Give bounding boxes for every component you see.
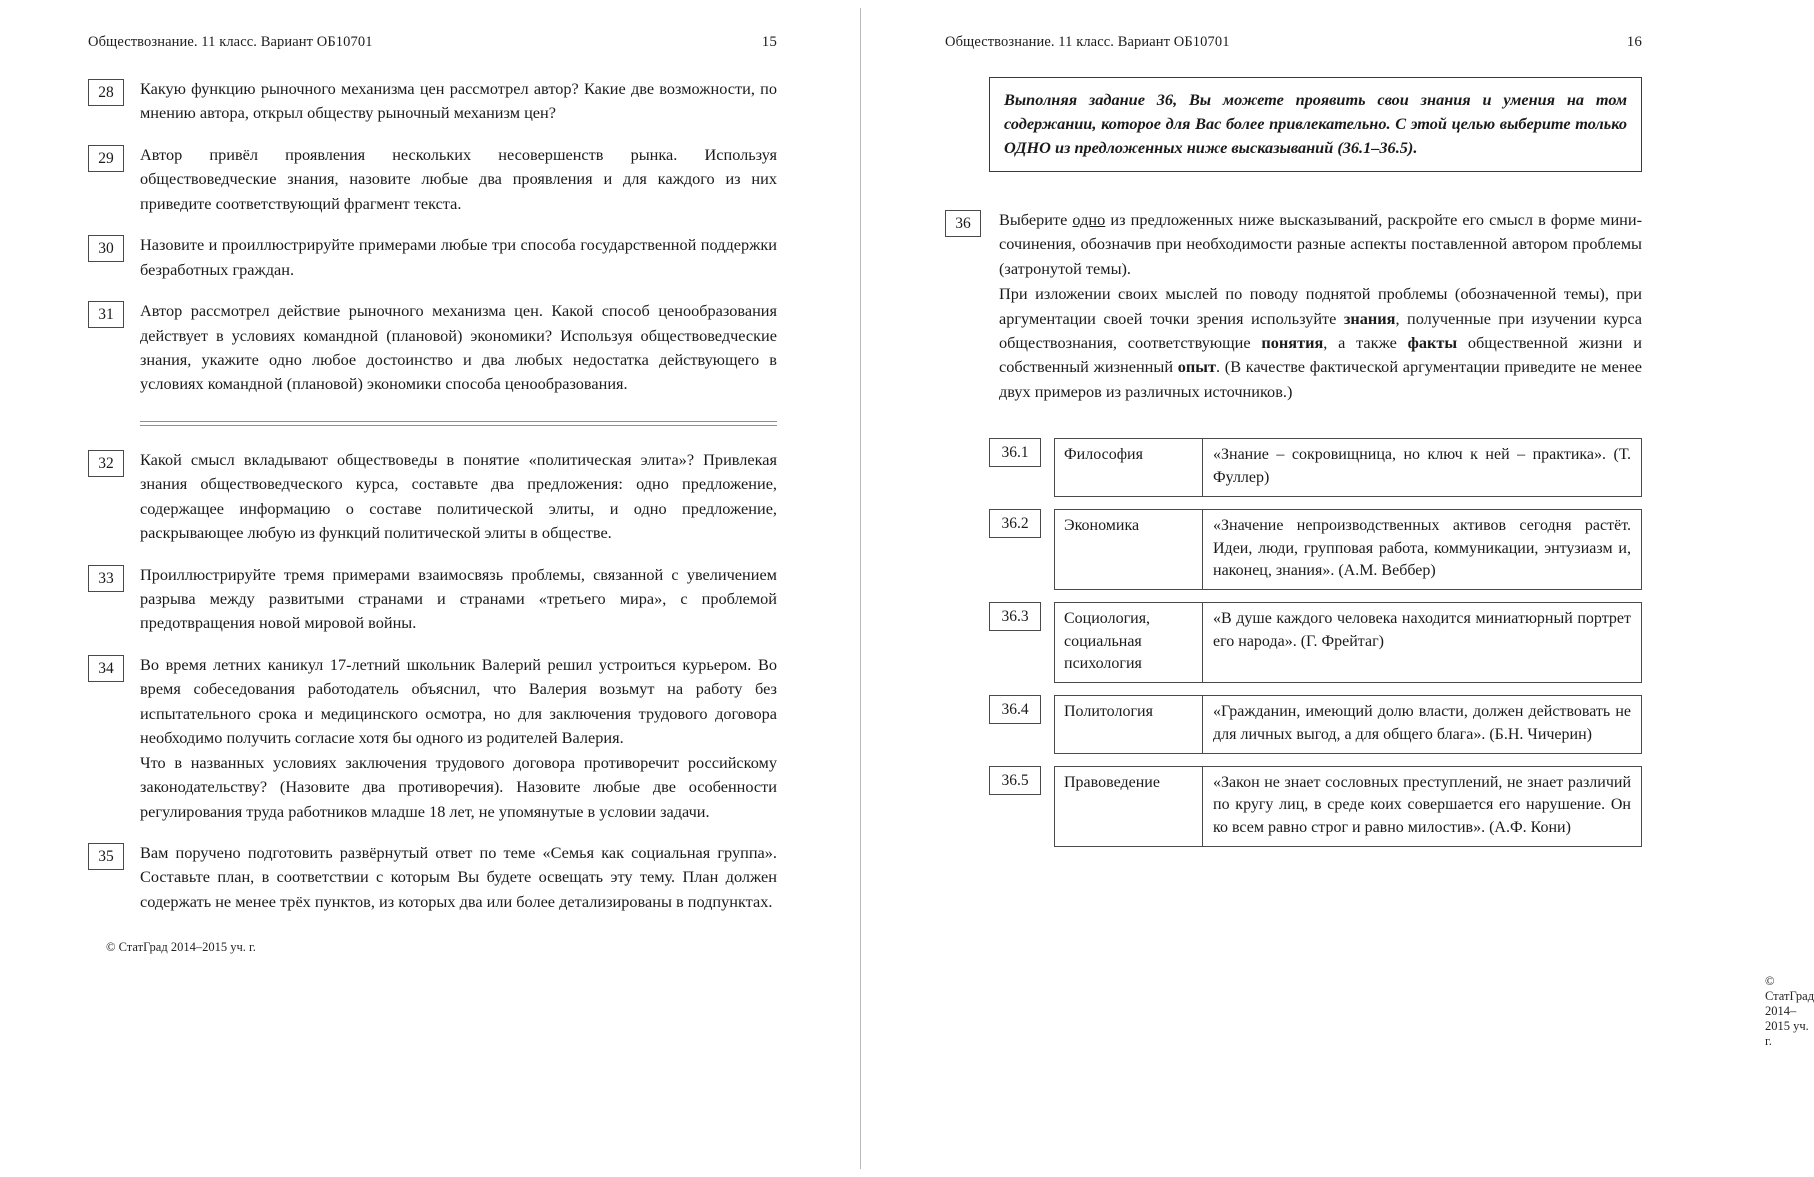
task-paragraph: Назовите и проиллюстрируйте примерами любые три способа государственной поддержки безработных граждан.	[140, 235, 777, 279]
quote-options-table	[989, 438, 1642, 846]
task-paragraph: Автор привёл проявления нескольких несовершенств рынка. Используя обществоведческие знания, назовите любые два проявления и для каждого из них приведите соответствующий фрагмент текста.	[140, 144, 777, 213]
page-number-right: 16	[1626, 34, 1642, 50]
quote-number-36-1: 36.1	[989, 438, 1041, 467]
task-text-36	[999, 208, 1642, 405]
task-text-34	[140, 653, 777, 824]
quote-field-36-3: Социология, социальная психология	[1054, 602, 1202, 683]
task-number-34: 34	[88, 655, 124, 682]
task-number-36: 36	[945, 210, 981, 237]
page-number-left: 15	[761, 34, 777, 50]
page-left	[0, 0, 861, 1177]
quote-number-36-4: 36.4	[989, 695, 1041, 724]
t36-p1-underlined: одно	[1072, 209, 1106, 229]
task-paragraph: Вам поручено подготовить развёрнутый ответ по теме «Семья как социальная группа». Составьте план, в соответствии с которым Вы будете освещать эту тему. План должен содержать не менее трёх пунктов, из которых два или более детализированы в подпунктах.	[140, 842, 777, 911]
t36-p2-bold2: понятия	[1261, 333, 1324, 353]
quote-row-36-5	[989, 766, 1642, 847]
t36-p2-part3: , а также	[1323, 333, 1408, 353]
quote-field-36-1: Философия	[1054, 438, 1202, 496]
task-31	[88, 299, 777, 397]
quote-number-36-5: 36.5	[989, 766, 1041, 795]
quote-number-36-3: 36.3	[989, 602, 1041, 631]
task-29	[88, 143, 777, 216]
section-divider	[140, 421, 777, 426]
task-36	[945, 208, 1642, 405]
task-34	[88, 653, 777, 824]
task-paragraph: Какой смысл вкладывают обществоведы в понятие «политическая элита»? Привлекая знания обществоведческого курса, составьте два предложения: одно предложение, содержащее информацию о составе политической элиты, и одно предложение, раскрывающее любую из функций политической элиты в обществе.	[140, 449, 777, 543]
copyright-right: © СтатГрад 2014–2015 уч. г.	[1765, 974, 1814, 1048]
task-32	[88, 448, 777, 546]
t36-p2-part4: общественной жизни и собственный жизненный	[999, 333, 1643, 377]
task-text-35	[140, 841, 777, 914]
running-head-right	[945, 34, 1642, 51]
task-number-31: 31	[88, 301, 124, 328]
running-head-left	[88, 34, 777, 51]
quote-field-36-2: Экономика	[1054, 509, 1202, 590]
quote-field-36-4: Политология	[1054, 695, 1202, 753]
quote-text-36-4: «Гражданин, имеющий долю власти, должен действовать не для личных выгод, а для общего блага». (Б.Н. Чичерин)	[1202, 695, 1642, 753]
t36-p2-bold1: знания	[1343, 308, 1396, 328]
instruction-callout: Выполняя задание 36, Вы можете проявить свои знания и умения на том содержании, которое для Вас более привлекательно. С этой целью выберите только ОДНО из предложенных ниже высказываний (36.1–36.5).	[989, 77, 1642, 172]
task-paragraph: Проиллюстрируйте тремя примерами взаимосвязь проблемы, связанной с увеличением разрыва между развитыми странами и странами «третьего мира», с проблемой предотвращения новой мировой войны.	[140, 564, 777, 633]
t36-p2-part5: . (В качестве фактической аргументации приведите не менее двух примеров из различных источников.)	[999, 357, 1642, 401]
quote-number-36-2: 36.2	[989, 509, 1041, 538]
quote-text-36-2: «Значение непроизводственных активов сегодня растёт. Идеи, люди, групповая работа, коммуникации, энтузиазм и, наконец, знания». (А.М. Веббер)	[1202, 509, 1642, 590]
task-number-28: 28	[88, 79, 124, 106]
copyright-left: © СтатГрад 2014–2015 уч. г.	[106, 940, 256, 955]
task-paragraph: Во время летних каникул 17-летний школьник Валерий решил устроиться курьером. Во время собеседования работодатель объяснил, что Валерия возьмут на работу без испытательного срока и медицинского осмотра, но для заключения трудового договора необходимо получить согласие хотя бы одного из родителей Валерия.	[140, 654, 777, 748]
task-text-29	[140, 143, 777, 216]
quote-row-36-3	[989, 602, 1642, 683]
task-28	[88, 77, 777, 126]
header-title-right: Обществознание. 11 класс. Вариант ОБ10701	[945, 34, 1230, 50]
quote-field-36-5: Правоведение	[1054, 766, 1202, 847]
quote-row-36-4	[989, 695, 1642, 753]
task-36-paragraph-2	[999, 282, 1642, 404]
task-30	[88, 233, 777, 282]
task-number-32: 32	[88, 450, 124, 477]
quote-row-36-2	[989, 509, 1642, 590]
task-number-33: 33	[88, 565, 124, 592]
task-number-35: 35	[88, 843, 124, 870]
t36-p2-part2: , полученные при изучении курса обществознания, соответствующие	[999, 308, 1642, 353]
quote-text-36-3: «В душе каждого человека находится миниатюрный портрет его народа». (Г. Фрейтаг)	[1202, 602, 1642, 683]
task-number-29: 29	[88, 145, 124, 172]
task-36-paragraph-1	[999, 208, 1642, 281]
task-text-31	[140, 299, 777, 397]
quote-row-36-1	[989, 438, 1642, 496]
t36-p2-bold3: факты	[1407, 333, 1458, 353]
page-right	[861, 0, 1814, 1177]
task-paragraph: Автор рассмотрел действие рыночного механизма цен. Какой способ ценообразования действует в условиях командной (плановой) экономики? Используя обществоведческие знания, укажите одно любое достоинство и два любых недостатка действующего в условиях командной (плановой) экономики способа ценообразования.	[140, 301, 777, 394]
t36-p1-part2: из предложенных ниже высказываний, раскройте его смысл в форме мини-сочинения, обозначив при необходимости разные аспекты поставленной автором проблемы (затронутой темы).	[999, 209, 1643, 278]
quote-text-36-5: «Закон не знает сословных преступлений, не знает различий по кругу лиц, в среде коих совершается его нарушение. Он ко всем равно строг и равно милостив». (А.Ф. Кони)	[1202, 766, 1642, 847]
task-35	[88, 841, 777, 914]
task-paragraph: Что в названных условиях заключения трудового договора противоречит российскому законодательству? (Назовите два противоречия). Назовите любые две особенности регулирования труда работников младше 18 лет, не упомянутые в условии задачи.	[140, 752, 777, 821]
task-text-33	[140, 563, 777, 636]
task-33	[88, 563, 777, 636]
t36-p2-bold4: опыт	[1177, 357, 1216, 377]
task-text-32	[140, 448, 777, 546]
t36-p1-part1: Выберите	[999, 209, 1073, 229]
task-text-28	[140, 77, 777, 126]
quote-text-36-1: «Знание – сокровищница, но ключ к ней – практика». (Т. Фуллер)	[1202, 438, 1642, 496]
t36-p2-part1: При изложении своих мыслей по поводу поднятой проблемы (обозначенной темы), при аргументации своей точки зрения используйте	[999, 284, 1642, 328]
task-number-30: 30	[88, 235, 124, 262]
task-text-30	[140, 233, 777, 282]
task-paragraph: Какую функцию рыночного механизма цен рассмотрел автор? Какие две возможности, по мнению автора, открыл обществу рыночный механизм цен?	[140, 79, 777, 123]
header-title-left: Обществознание. 11 класс. Вариант ОБ10701	[88, 34, 373, 50]
